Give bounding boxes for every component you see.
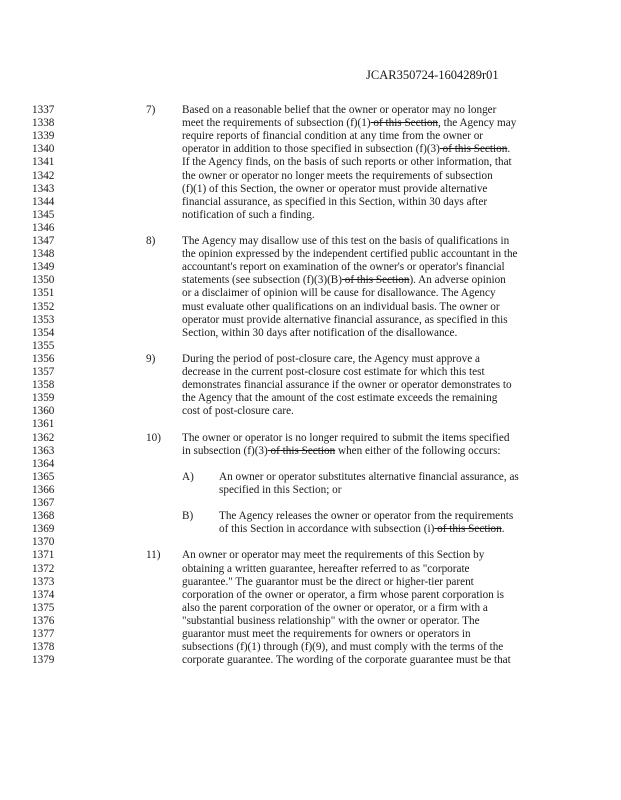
- line-number: 1375: [32, 601, 55, 614]
- text-segment: in subsection (f)(3): [182, 444, 268, 457]
- line-number: 1341: [32, 156, 55, 169]
- item-11-line: An owner or operator may meet the requirements of this Section by: [182, 549, 485, 562]
- item-11-line: also the parent corporation of the owner or operator, or a firm with a: [182, 601, 488, 614]
- item-10-sub-b-line: [219, 523, 505, 536]
- line-number: 1362: [32, 431, 55, 444]
- page-header-doc-id: JCAR350724-1604289r01: [366, 68, 499, 82]
- item-7-line: Based on a reasonable belief that the owner or operator may no longer: [182, 104, 497, 116]
- line-number: 1343: [32, 182, 55, 195]
- item-9-line: cost of post-closure care.: [182, 405, 294, 418]
- text-segment: meet the requirements of subsection (f)(1): [182, 117, 371, 130]
- line-number: 1349: [32, 261, 55, 274]
- item-11-line: subsections (f)(1) through (f)(9), and must comply with the terms of the: [182, 641, 504, 654]
- item-11-line: guarantee." The guarantor must be the direct or higher-tier parent: [182, 575, 474, 588]
- item-9-line: the Agency that the amount of the cost estimate exceeds the remaining: [182, 392, 498, 405]
- item-10-line: The owner or operator is no longer required to submit the items specified: [182, 431, 510, 444]
- line-number: 1373: [32, 575, 55, 588]
- line-number: 1376: [32, 614, 55, 627]
- line-number: 1379: [32, 654, 55, 667]
- item-9-line: During the period of post-closure care, the Agency must approve a: [182, 352, 480, 365]
- line-number: 1357: [32, 366, 55, 378]
- item-10-sub-a-label: A): [182, 470, 194, 483]
- line-number: 1378: [32, 641, 55, 654]
- struck-text: of this Section: [370, 117, 439, 130]
- line-number: 1340: [32, 143, 55, 156]
- item-7-line: (f)(1) of this Section, the owner or operator must provide alternative: [182, 182, 488, 195]
- text-segment: .: [501, 523, 505, 536]
- item-10-line: [182, 445, 500, 458]
- line-number: 1350: [32, 274, 55, 287]
- line-number: 1352: [32, 300, 55, 313]
- line-number: 1339: [32, 130, 55, 143]
- line-number: 1356: [32, 352, 55, 365]
- text-segment: .: [507, 143, 511, 156]
- line-number: 1351: [32, 287, 55, 300]
- item-7-line: the owner or operator no longer meets the requirements of subsection: [182, 169, 493, 182]
- item-8-number: 8): [146, 235, 156, 247]
- line-number: 1366: [32, 483, 55, 496]
- line-number: 1338: [32, 117, 55, 130]
- struck-text: of this Section: [439, 143, 508, 156]
- line-number: 1360: [32, 405, 55, 418]
- line-number: 1365: [32, 470, 55, 483]
- item-9-number: 9): [146, 352, 156, 365]
- item-8-line: operator must provide alternative financial assurance, as specified in this: [182, 313, 508, 326]
- item-8-line: [182, 274, 506, 287]
- item-7-line: [182, 117, 516, 130]
- item-9-line: demonstrates financial assurance if the owner or operator demonstrates to: [182, 379, 512, 392]
- line-number: 1347: [32, 235, 55, 247]
- item-11-line: obtaining a written guarantee, hereafter referred to as "corporate: [182, 562, 470, 575]
- text-segment: when either of the following occurs:: [335, 444, 501, 457]
- line-number: 1355: [32, 339, 55, 352]
- item-7-line: If the Agency finds, on the basis of such reports or other information, that: [182, 156, 512, 169]
- line-number: 1346: [32, 221, 55, 234]
- item-7-line: [182, 143, 510, 156]
- item-11-line: guarantor must meet the requirements for owners or operators in: [182, 628, 471, 640]
- text-segment: statements (see subsection (f)(3)(B): [182, 274, 342, 287]
- item-10-number: 10): [146, 431, 161, 444]
- line-number: 1337: [32, 104, 55, 116]
- item-9-line: decrease in the current post-closure cost estimate for which this test: [182, 366, 485, 378]
- line-number: 1369: [32, 523, 55, 536]
- item-11-number: 11): [146, 549, 161, 562]
- line-number: 1358: [32, 379, 55, 392]
- struck-text: of this Section: [267, 444, 336, 457]
- item-7-line: require reports of financial condition at any time from the owner or: [182, 130, 484, 143]
- line-number: 1342: [32, 169, 55, 182]
- line-number: 1348: [32, 248, 55, 261]
- line-number: 1372: [32, 562, 55, 575]
- item-7-number: 7): [146, 104, 156, 116]
- item-8-line: Section, within 30 days after notification of the disallowance.: [182, 326, 458, 339]
- item-7-line: financial assurance, as specified in this Section, within 30 days after: [182, 195, 488, 208]
- line-number: 1371: [32, 549, 55, 562]
- text-segment: operator in addition to those specified in subsection (f)(3): [182, 143, 440, 156]
- line-number: 1370: [32, 536, 55, 549]
- line-number: 1354: [32, 326, 55, 339]
- text-segment: , the Agency may: [438, 117, 517, 130]
- item-10-sub-b-line: The Agency releases the owner or operator from the requirements: [219, 510, 514, 523]
- item-8-line: The Agency may disallow use of this test on the basis of qualifications in: [182, 235, 510, 247]
- line-number: 1368: [32, 510, 55, 523]
- line-number: 1361: [32, 418, 55, 431]
- item-11-line: "substantial business relationship" with the owner or operator. The: [182, 614, 480, 627]
- line-number: 1359: [32, 392, 55, 405]
- item-8-line: accountant's report on examination of the owner's or operator's financial: [182, 261, 505, 274]
- item-8-line: or a disclaimer of opinion will be cause for disallowance. The Agency: [182, 287, 496, 300]
- item-8-line: must evaluate other qualifications on an individual basis. The owner or: [182, 300, 500, 313]
- struck-text: of this Section: [434, 523, 502, 536]
- text-segment: ). An adverse opinion: [409, 274, 506, 287]
- line-number: 1345: [32, 208, 55, 221]
- line-number: 1367: [32, 497, 55, 509]
- struck-text: of this Section: [342, 274, 410, 287]
- line-number: 1353: [32, 313, 55, 326]
- line-number: 1344: [32, 195, 55, 208]
- item-11-line: corporate guarantee. The wording of the corporate guarantee must be that: [182, 654, 511, 667]
- line-number: 1363: [32, 444, 55, 457]
- line-number: 1377: [32, 628, 55, 640]
- item-10-sub-a-line: specified in this Section; or: [219, 483, 342, 496]
- item-7-line: notification of such a finding.: [182, 208, 315, 221]
- item-10-sub-a-line: An owner or operator substitutes alternative financial assurance, as: [219, 470, 519, 483]
- item-11-line: corporation of the owner or operator, a firm whose parent corporation is: [182, 588, 505, 601]
- item-10-sub-b-label: B): [182, 510, 194, 523]
- item-8-line: the opinion expressed by the independent certified public accountant in the: [182, 248, 518, 261]
- line-number: 1364: [32, 457, 55, 470]
- text-segment: of this Section in accordance with subsection (i): [219, 523, 435, 536]
- line-number: 1374: [32, 588, 55, 601]
